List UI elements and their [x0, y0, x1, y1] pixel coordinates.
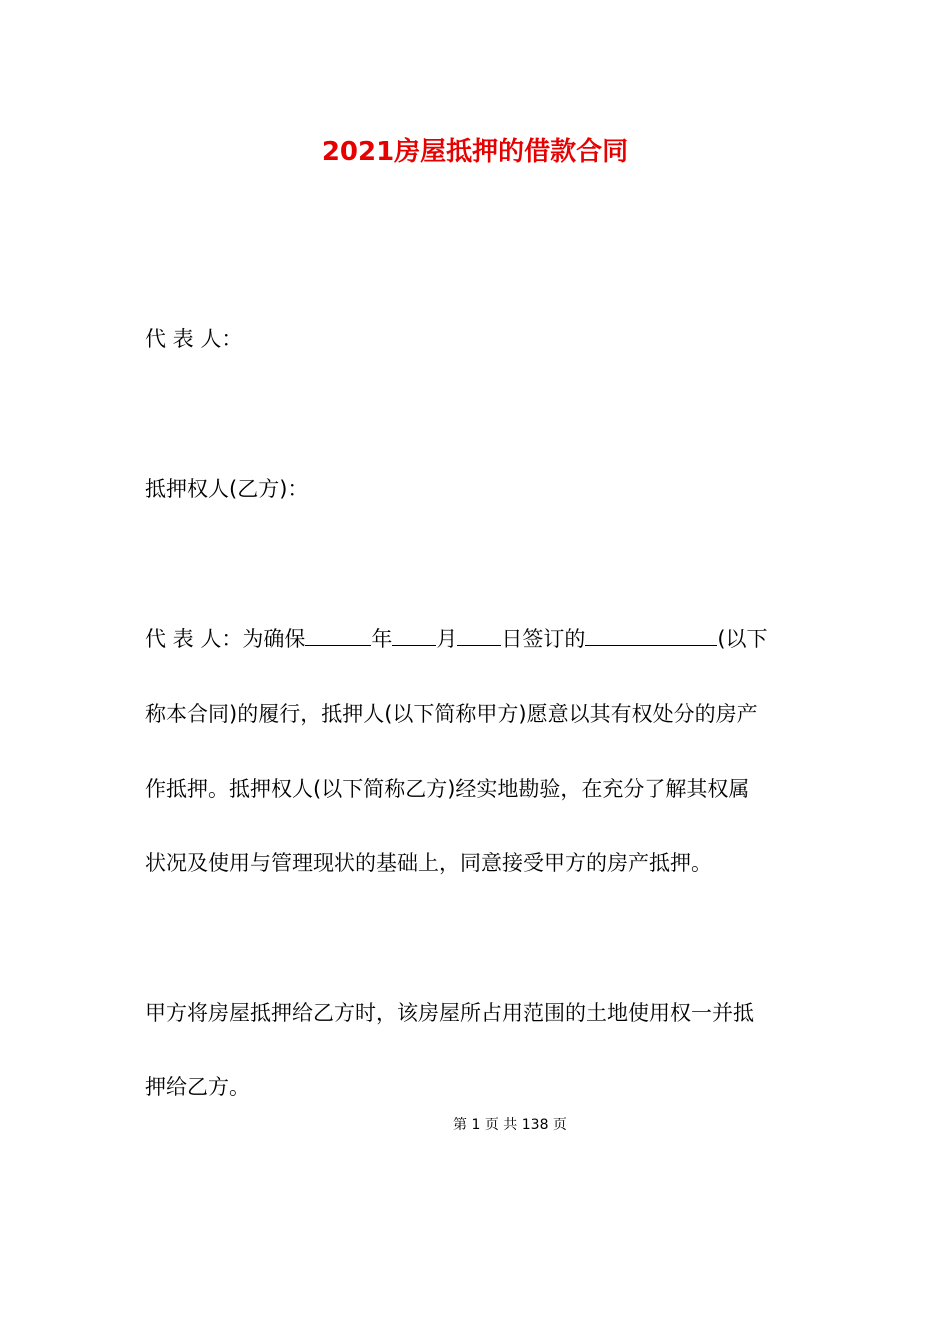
- clause-text-2: (以下: [717, 627, 768, 651]
- month-blank: [392, 623, 436, 646]
- month-label: 月: [436, 627, 458, 651]
- paragraph-2-line-1: 甲方将房屋抵押给乙方时，该房屋所占用范围的土地使用权一并抵: [145, 1001, 754, 1025]
- clause-text-1: 为确保: [242, 627, 306, 651]
- representative-line-1: 代 表 人：: [145, 327, 243, 351]
- paragraph-1-line-1: 称本合同)的履行，抵押人(以下简称甲方)愿意以其有权处分的房产: [145, 702, 758, 726]
- paragraph-2-line-2: 押给乙方。: [145, 1075, 250, 1099]
- representative-line-2: [145, 622, 810, 656]
- day-signed-label: 日签订的: [501, 627, 586, 651]
- paragraph-1-line-3: 状况及使用与管理现状的基础上，同意接受甲方的房产抵押。: [145, 851, 712, 875]
- day-blank: [457, 623, 501, 646]
- paragraph-1-line-2: 作抵押。抵押权人(以下简称乙方)经实地勘验，在充分了解其权属: [145, 777, 750, 801]
- year-blank: [305, 623, 371, 646]
- contract-name-blank: [585, 623, 717, 646]
- document-title: 2021房屋抵押的借款合同: [321, 137, 629, 167]
- representative-label: 代 表 人：: [145, 627, 243, 651]
- year-label: 年: [371, 627, 393, 651]
- mortgagee-line: 抵押权人(乙方)：: [145, 477, 309, 501]
- page-number: 第 1 页 共 138 页: [453, 1117, 567, 1133]
